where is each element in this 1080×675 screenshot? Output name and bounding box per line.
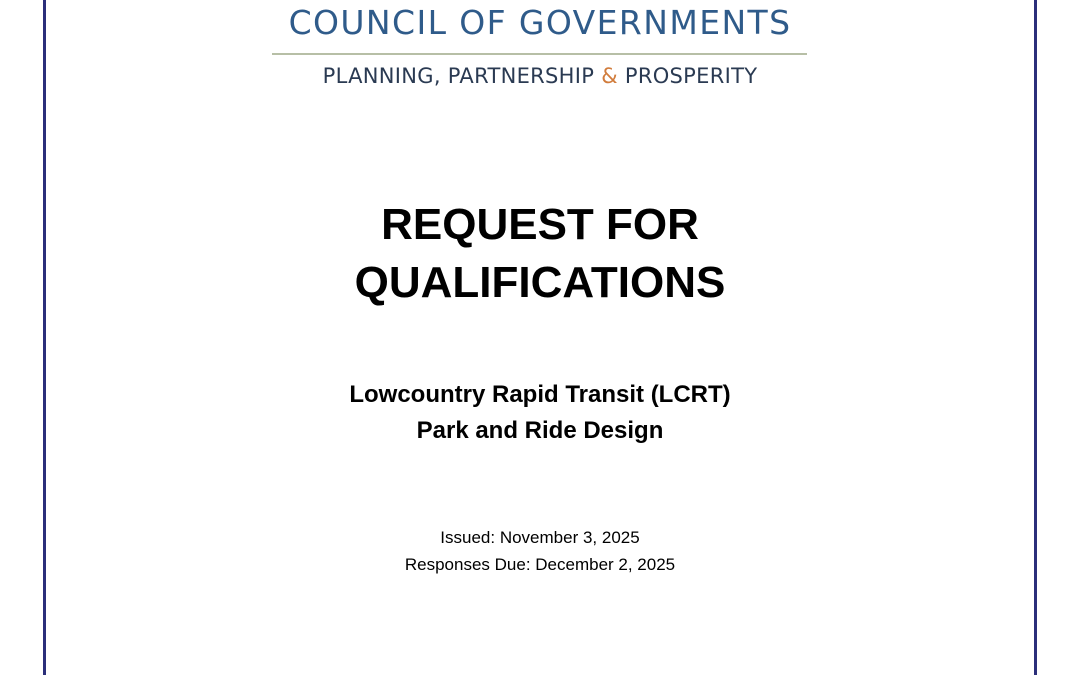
tagline-ampersand: & [601,64,618,88]
issued-date: Issued: November 3, 2025 [440,528,640,547]
header-divider [272,53,807,55]
title-line-2: QUALIFICATIONS [354,258,726,307]
project-line-2: Park and Ride Design [416,417,664,444]
project-line-1: Lowcountry Rapid Transit (LCRT) [349,381,731,408]
tagline-text-end: PROSPERITY [617,64,758,88]
responses-due-date: Responses Due: December 2, 2025 [404,555,676,574]
key-dates [0,524,1080,578]
tagline-text-start: PLANNING, PARTNERSHIP [322,64,602,88]
organization-tagline [0,62,1080,90]
document-title [0,196,1080,312]
organization-name: COUNCIL OF GOVERNMENTS [288,3,792,42]
title-line-1: REQUEST FOR [381,200,699,249]
project-name [0,377,1080,449]
